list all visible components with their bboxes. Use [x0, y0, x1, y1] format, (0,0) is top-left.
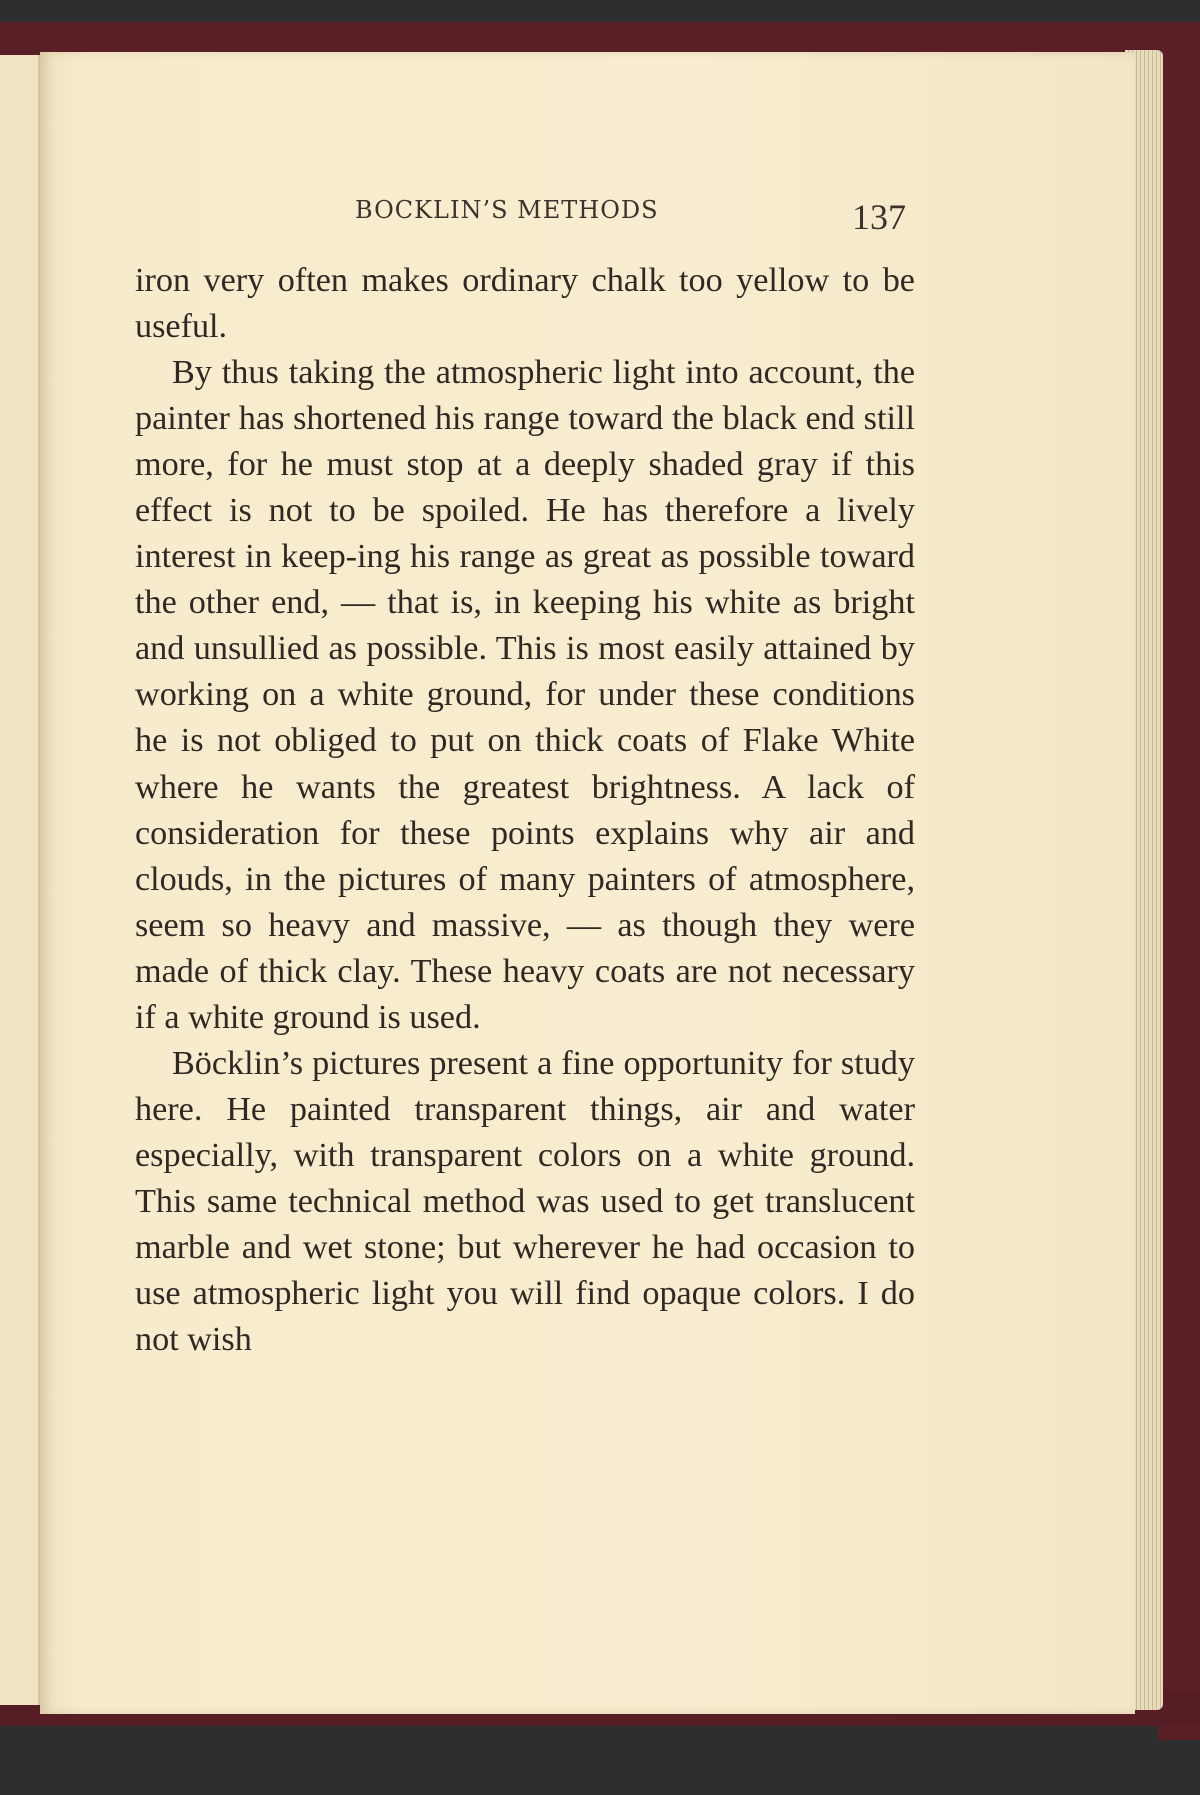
running-head: BOCKLIN’S METHODS — [355, 196, 659, 224]
facing-page-edge — [0, 55, 40, 1705]
page-number: 137 — [852, 197, 906, 237]
paragraph: By thus taking the atmospheric light into account, the painter has shortened his range toward the black end still more, for he must stop at a deeply shaded gray if this effect is not to be spoiled. He has therefore a lively interest in keep-ing his range as great as possible toward the other end, — that is, in keeping his white as bright and unsullied as possible. This is most easily attained by working on a white ground, for under these conditions he is not obliged to put on thick coats of Flake White where he wants the greatest brightness. A lack of consideration for these points explains why air and clouds, in the pictures of many painters of atmosphere, seem so heavy and massive, — as though they were made of thick clay. These heavy coats are not necessary if a white ground is used. — [135, 354, 915, 1036]
book-cover-right — [1158, 22, 1200, 1740]
paragraph: iron very often makes ordinary chalk too yellow to be useful. — [135, 262, 915, 346]
paragraph: Böcklin’s pictures present a fine opportunity for study here. He painted transparent things, air and water especially, with transparent colors on a white ground. This same technical method was used to get translucent marble and wet stone; but wherever he had occasion to use atmospheric light you will find opaque colors. I do not wish — [135, 1044, 915, 1359]
body-text — [135, 258, 915, 1363]
